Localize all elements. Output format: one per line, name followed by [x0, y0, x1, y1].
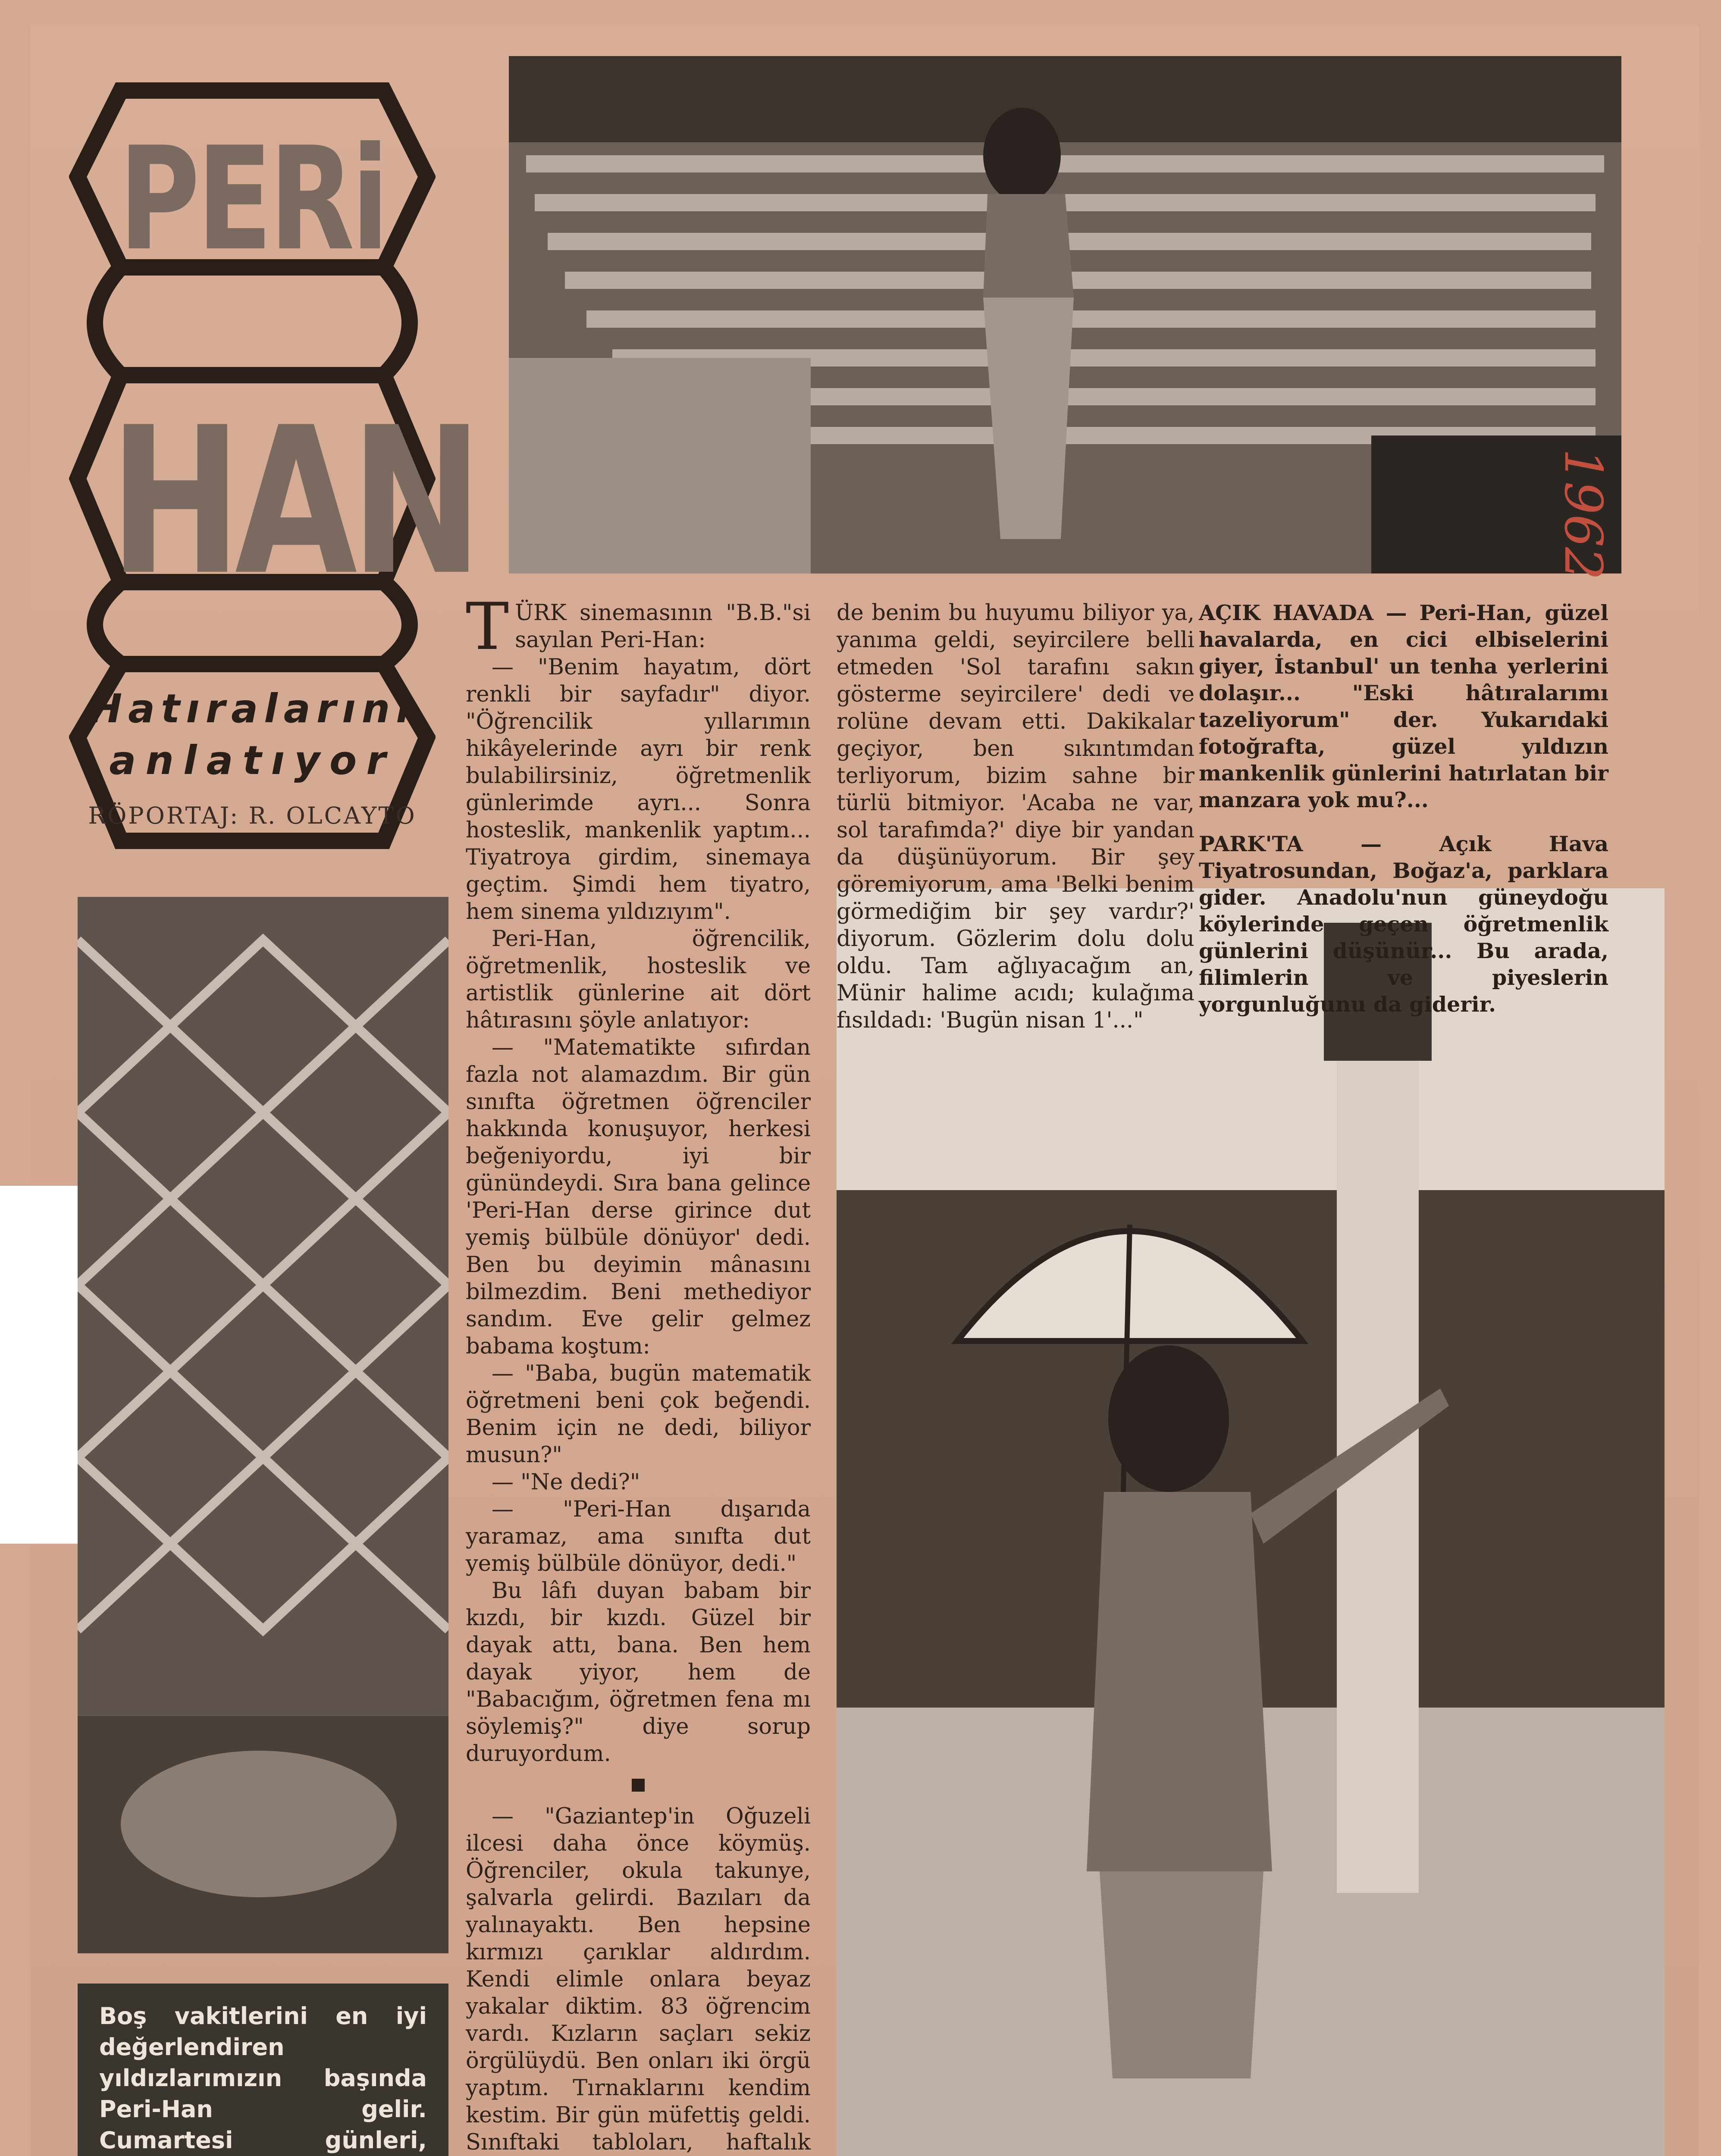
logo-word-peri: PERi — [119, 116, 386, 282]
section-separator — [632, 1779, 645, 1792]
paragraph: Peri-Han, öğrencilik, öğretmenlik, hosteslik ve artistlik günlerine ait dört hâtırasını şöyle anlatıyor: — [466, 926, 811, 1033]
paragraph: — "Matematikte sıfırdan fazla not alamazdım. Bir gün sınıfta öğretmen öğrenciler hakkında konuşuyor, herkesi beğeniyordu, iyi bir günündeydi. Sıra bana gelince 'Peri-Han derse girince dut yemiş bülbüle dönüyor' dedi. Ben bu deyimin mânasını bilmezdim. Beni methediyor sandım. Eve gelir gelmez babama koştum: — [466, 1035, 811, 1359]
logo-subtitle-1: Hatıralarını — [89, 686, 416, 732]
paragraph: Bu lâfı duyan babam bir kızdı, bir kızdı. Güzel bir dayak attı, bana. Ben hem dayak yiyor, hem de "Babacığım, öğretmen fena mı söylemiş?" diye sorup duruyordum. — [466, 1578, 811, 1767]
article-column-1 — [466, 589, 811, 2156]
stadium-photo — [509, 56, 1621, 573]
caption-acik-havada: AÇIK HAVADA — Peri-Han, güzel havalarda, en cici elbiselerini giyer, İstanbul' un tenha yerlerini dolaşır... "Eski hâtıralarımı tazeliyorum" der. Yukarıdaki fotoğrafta, güzel yıldızın mankenlik günlerini hatırlatan bir manzara yok mu?... — [1199, 600, 1608, 812]
paragraph: — "Peri-Han dışarıda yaramaz, ama sınıfta dut yemiş bülbüle dönüyor, dedi." — [466, 1497, 811, 1576]
paragraph: — "Baba, bugün matematik öğretmeni beni çok beğendi. Benim için ne dedi, biliyor musun?" — [466, 1361, 811, 1468]
logo-subtitle-2: anlatıyor — [109, 737, 395, 783]
handwritten-note: 1962 — [1553, 448, 1613, 580]
logo-word-han: HAN — [109, 384, 476, 620]
lattice-photo — [78, 897, 448, 1953]
highlight-box: Boş vakitlerini en iyi değerlendiren yıldızlarımızın başında Peri-Han gelir. Cumartesi günleri, — [78, 1984, 448, 2156]
article-column-2 — [837, 599, 1194, 1034]
photo-captions — [1199, 599, 1608, 1035]
paragraph: de benim bu huyumu biliyor ya, yanıma geldi, seyircilere belli etmeden 'Sol tarafını sakın gösterme seyircilere' dedi ve rolüne devam etti. Dakikalar geçiyor, ben sıkıntımdan terliyorum, bizim sahne bir türlü bitmiyor. 'Acaba ne var, sol tarafımda?' diye bir yandan da düşünüyorum. Bir şey göremiyorum, ama 'Belki benim görmediğim bir şey vardır?' diyorum. Gözlerim dolu dolu oldu. Tam ağlıyacağım an, Münir halime acıdı; kulağıma fısıldadı: 'Bugün nisan 1'..." — [837, 600, 1194, 1033]
dropcap: T — [466, 589, 509, 664]
paragraph: — "Gaziantep'in Oğuzeli ilcesi daha önce köymüş. Öğrenciler, okula takunye, şalvarla gelirdi. Bazıları da yalınayaktı. Ben hepsine kırmızı çarıklar aldırdım. Kendi elimle onlara beyaz yakalar diktim. 83 öğrencim vardı. Kızların saçları sekiz örgülüydü. Ben onları iki örgü yaptım. Tırnaklarını kendim kestim. Bir gün müfettiş geldi. Sınıftaki tabloları, haftalık — [466, 1804, 811, 2155]
caption-parkta: PARK'TA — Açık Hava Tiyatrosundan, Boğaz'a, parklara gider. Anadolu'nun güneydoğu köylerinde geçen öğretmenlik günlerini düşünür... Bu arada, filimlerin ve piyeslerin yorgunluğunu da giderir. — [1199, 831, 1608, 1017]
paragraph: — "Ne dedi?" — [492, 1470, 640, 1495]
paragraph: ÜRK sinemasının "B.B."si sayılan Peri-Han: — [515, 600, 811, 653]
title-logo — [69, 65, 476, 862]
umbrella-photo — [837, 888, 1665, 2156]
byline: RÖPORTAJ: R. OLCAYTO — [88, 802, 417, 829]
paragraph: — "Benim hayatım, dört renkli bir sayfadır" diyor. "Öğrencilik yıllarımın hikâyelerinde ayrı bir renk bulabilirsiniz, öğretmenlik günlerimde ayrı... Sonra hosteslik, mankenlik yaptım... Tiyatroya girdim, sinemaya geçtim. Şimdi hem tiyatro, hem sinema yıldızıyım". — [466, 655, 811, 924]
